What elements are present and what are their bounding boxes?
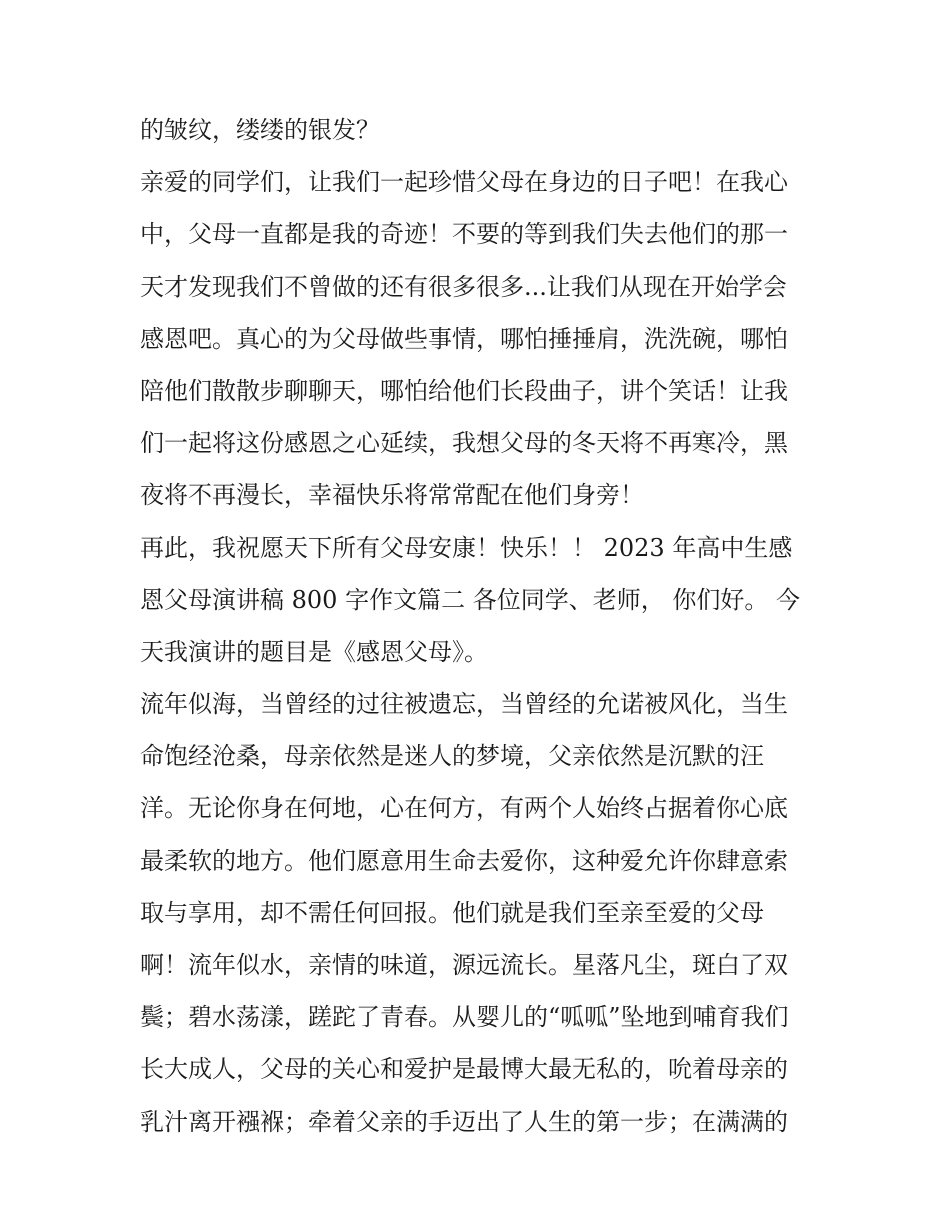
text-line: 们一起将这份感恩之心延续，我想父母的冬天将不再寒冷，黑 [140,429,788,458]
text-line: 中，父母一直都是我的奇迹！不要的等到我们失去他们的那一 [140,220,788,249]
text-line: 洋。无论你身在何地，心在何方，有两个人始终占据着你心底 [140,794,788,823]
text-line: 啊！流年似水，亲情的味道，源远流长。星落凡尘，斑白了双 [140,951,788,979]
text-line: 陪他们散散步聊聊天，哪怕给他们长段曲子，讲个笑话！让我 [140,376,788,405]
document-body [140,104,812,1148]
text-line: 夜将不再漫长，幸福快乐将常常配在他们身旁！ [140,481,644,510]
text-line: 取与享用，却不需任何回报。他们就是我们至亲至爱的父母 [140,898,764,927]
text-line: 乳汁离开襁褓；牵着父亲的手迈出了人生的第一步；在满满的 [140,1107,788,1136]
text-line: 再此，我祝愿天下所有父母安康！快乐！！ 2023 年高中生感 [140,533,793,562]
text-line: 感恩吧。真心的为父母做些事情，哪怕捶捶肩，洗洗碗，哪怕 [140,324,788,353]
text-line: 天才发现我们不曾做的还有很多很多...让我们从现在开始学会 [140,272,787,301]
text-line: 流年似海，当曾经的过往被遗忘，当曾经的允诺被风化，当生 [140,690,788,719]
text-line: 恩父母演讲稿 800 字作文篇二 各位同学、老师， 你们好。 今 [140,585,800,614]
text-line: 的皱纹，缕缕的银发？ [140,116,380,144]
text-line: 长大成人，父母的关心和爱护是最博大最无私的，吮着母亲的 [140,1055,788,1084]
text-line: 命饱经沧桑，母亲依然是迷人的梦境，父亲依然是沉默的汪 [140,742,764,771]
text-line: 亲爱的同学们，让我们一起珍惜父母在身边的日子吧！在我心 [140,168,788,197]
text-line: 鬓；碧水荡漾，蹉跎了青春。从婴儿的“呱呱”坠地到哺育我们 [140,1003,789,1032]
text-line: 天我演讲的题目是《感恩父母》。 [140,637,488,666]
text-line: 最柔软的地方。他们愿意用生命去爱你，这种爱允许你肆意索 [140,846,788,875]
